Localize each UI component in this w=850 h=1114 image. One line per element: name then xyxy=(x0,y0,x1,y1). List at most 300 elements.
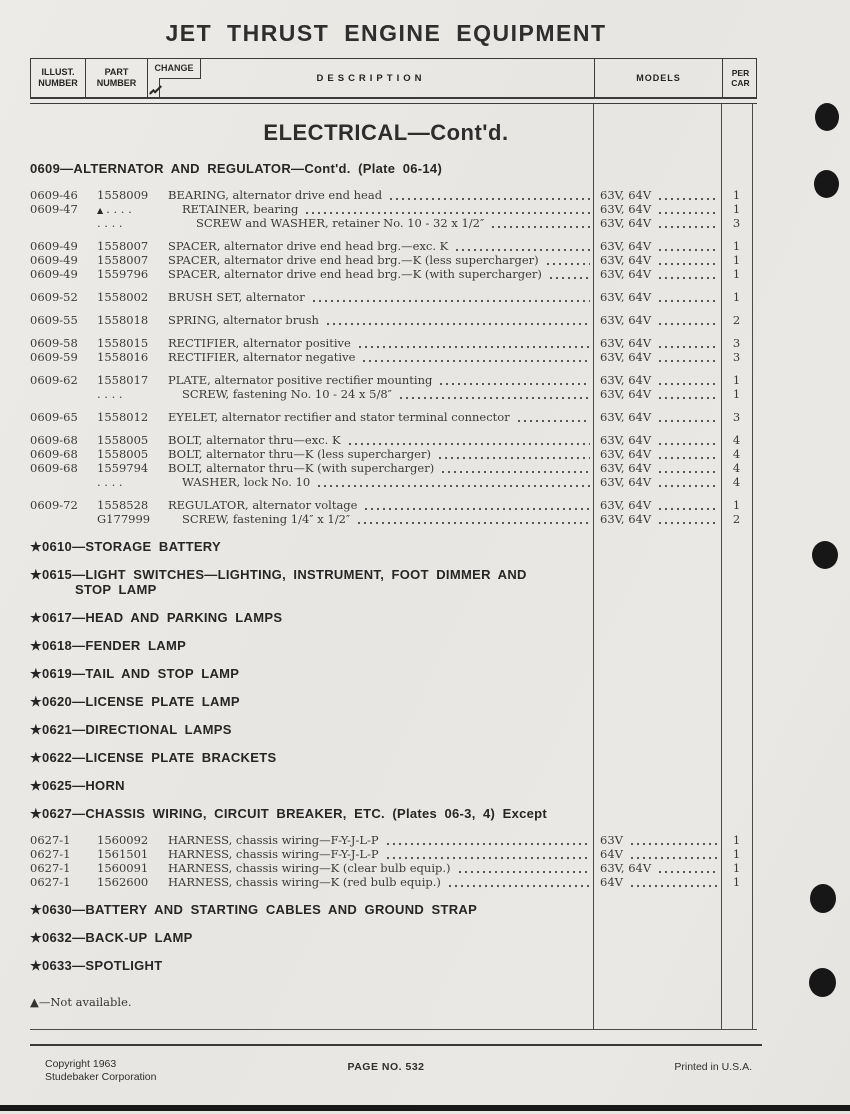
dot-leader xyxy=(361,350,590,364)
models-text: 63V, 64V xyxy=(600,861,652,875)
part-number-cell xyxy=(95,861,168,875)
dot-leader xyxy=(657,267,718,281)
part-number-cell xyxy=(95,447,168,461)
illust-number-cell: 0609-68 xyxy=(30,447,78,461)
per-car-cell: 4 xyxy=(732,433,741,447)
models-cell xyxy=(593,216,721,230)
part-number-cell xyxy=(95,498,168,512)
description-text: REGULATOR, alternator voltage xyxy=(168,498,358,512)
catalog-section xyxy=(0,958,850,973)
catalog-section xyxy=(0,161,850,526)
description-cell xyxy=(168,875,593,889)
description-text: HARNESS, chassis wiring—K (red bulb equip.) xyxy=(168,875,441,889)
models-cell xyxy=(593,447,721,461)
models-text: 63V, 64V xyxy=(600,290,652,304)
description-cell xyxy=(168,253,593,267)
part-number-cell xyxy=(95,373,168,387)
per-car-label-line1: PER xyxy=(731,68,750,78)
part-number-cell xyxy=(95,216,168,230)
per-car-cell: 1 xyxy=(732,290,741,304)
page-title: JET THRUST ENGINE EQUIPMENT xyxy=(165,20,607,46)
description-text: HARNESS, chassis wiring—F-Y-J-L-P xyxy=(168,847,379,861)
part-number-text: . . . . xyxy=(97,387,123,401)
per-car-cell: 4 xyxy=(732,447,741,461)
part-row xyxy=(30,461,752,475)
description-cell xyxy=(168,202,593,216)
section-heading: ★0625—HORN xyxy=(30,778,125,793)
part-row xyxy=(30,498,752,512)
section-heading: ★0619—TAIL AND STOP LAMP xyxy=(30,666,240,681)
part-row xyxy=(30,350,752,364)
column-header-models xyxy=(594,59,722,97)
part-row xyxy=(30,875,752,889)
part-number-cell xyxy=(95,875,168,889)
dot-leader xyxy=(388,188,590,202)
dot-leader xyxy=(657,461,718,475)
dot-leader xyxy=(437,447,590,461)
part-number-cell xyxy=(95,253,168,267)
column-header-part-number xyxy=(86,59,148,97)
part-number-cell xyxy=(95,336,168,350)
part-row xyxy=(30,239,752,253)
part-number-text: 1558009 xyxy=(97,188,149,202)
description-text: BEARING, alternator drive end head xyxy=(168,188,383,202)
part-row xyxy=(30,216,752,230)
dot-leader xyxy=(657,475,718,489)
row-group xyxy=(0,239,850,281)
models-text: 63V, 64V xyxy=(600,433,652,447)
part-number-cell xyxy=(95,475,168,489)
models-text: 63V, 64V xyxy=(600,336,652,350)
table-bottom-rule xyxy=(30,1029,757,1030)
models-text: 63V, 64V xyxy=(600,239,652,253)
models-text: 63V xyxy=(600,833,623,847)
illust-number-cell: 0627-1 xyxy=(30,875,71,889)
part-row xyxy=(30,512,752,526)
change-mark-icon xyxy=(149,83,163,96)
part-number-text: 1558007 xyxy=(97,239,149,253)
illust-label-line1: ILLUST. xyxy=(41,67,75,77)
models-cell xyxy=(593,239,721,253)
description-cell xyxy=(168,847,593,861)
parts-table-body xyxy=(0,104,850,1030)
models-text: 63V, 64V xyxy=(600,267,652,281)
models-cell xyxy=(593,833,721,847)
part-number-text: 1558015 xyxy=(97,336,149,350)
part-number-cell xyxy=(95,350,168,364)
per-car-cell: 3 xyxy=(732,216,741,230)
description-cell xyxy=(168,475,593,489)
models-cell xyxy=(593,253,721,267)
description-cell xyxy=(168,267,593,281)
dot-leader xyxy=(657,433,718,447)
column-header-per-car xyxy=(722,59,758,97)
per-car-cell: 2 xyxy=(732,512,741,526)
description-text: BRUSH SET, alternator xyxy=(168,290,305,304)
catalog-section xyxy=(0,567,850,597)
description-cell xyxy=(168,410,593,424)
models-cell xyxy=(593,290,721,304)
footer-divider-rule xyxy=(30,1044,762,1046)
catalog-section xyxy=(0,610,850,625)
part-row xyxy=(30,433,752,447)
part-number-cell xyxy=(95,290,168,304)
models-text: 63V, 64V xyxy=(600,512,652,526)
models-cell xyxy=(593,373,721,387)
dot-leader xyxy=(657,188,718,202)
models-cell xyxy=(593,461,721,475)
models-text: 64V xyxy=(600,847,623,861)
description-cell xyxy=(168,461,593,475)
section-heading: ★0621—DIRECTIONAL LAMPS xyxy=(30,722,232,737)
part-number-text: . . . . xyxy=(106,202,132,216)
models-text: 63V, 64V xyxy=(600,216,652,230)
section-heading-line2: STOP LAMP xyxy=(75,582,157,597)
section-heading: ★0618—FENDER LAMP xyxy=(30,638,187,653)
description-cell xyxy=(168,833,593,847)
per-car-cell: 1 xyxy=(732,847,741,861)
dot-leader xyxy=(657,512,718,526)
models-text: 63V, 64V xyxy=(600,498,652,512)
dot-leader xyxy=(657,290,718,304)
dot-leader xyxy=(385,833,590,847)
models-text: 63V, 64V xyxy=(600,350,652,364)
part-number-cell xyxy=(95,461,168,475)
part-number-text: 1558018 xyxy=(97,313,149,327)
dot-leader xyxy=(629,847,718,861)
part-row xyxy=(30,373,752,387)
row-group xyxy=(0,290,850,304)
punch-hole xyxy=(814,170,839,198)
catalog-section xyxy=(0,539,850,554)
dot-leader xyxy=(629,833,718,847)
description-cell xyxy=(168,313,593,327)
column-header-change: CHANGE xyxy=(148,59,201,78)
dot-leader xyxy=(657,498,718,512)
column-header-illust-number xyxy=(31,59,86,97)
description-text: BOLT, alternator thru—K (less supercharger) xyxy=(168,447,431,461)
part-row xyxy=(30,475,752,489)
illust-number-cell: 0609-59 xyxy=(30,350,78,364)
section-heading: ★0610—STORAGE BATTERY xyxy=(30,539,221,554)
illust-number-cell: 0627-1 xyxy=(30,833,71,847)
part-label-line1: PART xyxy=(104,67,129,77)
description-label: DESCRIPTION xyxy=(316,72,426,84)
copyright-line2: Studebaker Corporation xyxy=(45,1071,157,1083)
description-cell xyxy=(168,498,593,512)
part-number-text: 1558017 xyxy=(97,373,149,387)
dot-leader xyxy=(363,498,590,512)
punch-hole xyxy=(809,968,836,997)
description-text: SPACER, alternator drive end head brg.—exc. K xyxy=(168,239,449,253)
dot-leader xyxy=(357,336,590,350)
dot-leader xyxy=(454,239,590,253)
illust-number-cell: 0609-62 xyxy=(30,373,78,387)
dot-leader xyxy=(304,202,590,216)
dot-leader xyxy=(490,216,590,230)
description-cell xyxy=(168,239,593,253)
description-text: RECTIFIER, alternator negative xyxy=(168,350,356,364)
models-cell xyxy=(593,313,721,327)
punch-hole xyxy=(810,884,836,913)
dot-leader xyxy=(657,336,718,350)
section-rows xyxy=(0,833,850,889)
catalog-section xyxy=(0,666,850,681)
part-number-cell xyxy=(95,267,168,281)
models-text: 63V, 64V xyxy=(600,188,652,202)
dot-leader xyxy=(447,875,590,889)
illust-number-cell: 0609-47 xyxy=(30,202,78,216)
dot-leader xyxy=(657,447,718,461)
row-group xyxy=(0,373,850,401)
punch-hole xyxy=(815,103,839,131)
illust-number-cell xyxy=(30,475,95,489)
dot-leader xyxy=(398,387,590,401)
illust-number-cell: 0609-49 xyxy=(30,267,78,281)
part-number-text: 1559794 xyxy=(97,461,149,475)
illust-number-cell xyxy=(30,387,95,401)
row-group xyxy=(0,410,850,424)
part-number-text: 1558528 xyxy=(97,498,149,512)
part-number-text: 1558012 xyxy=(97,410,149,424)
per-car-cell: 3 xyxy=(732,410,741,424)
part-number-text: G177999 xyxy=(97,512,151,526)
illust-number-cell: 0609-46 xyxy=(30,188,78,202)
part-row xyxy=(30,410,752,424)
illust-number-cell xyxy=(30,512,95,526)
per-car-cell: 4 xyxy=(732,461,741,475)
section-heading: ★0620—LICENSE PLATE LAMP xyxy=(30,694,240,709)
part-number-cell xyxy=(95,387,168,401)
description-cell xyxy=(168,512,593,526)
description-cell xyxy=(168,387,593,401)
description-text: SCREW and WASHER, retainer No. 10 - 32 x 1/2″ xyxy=(196,216,485,230)
per-car-cell: 1 xyxy=(732,253,741,267)
models-cell xyxy=(593,188,721,202)
section-heading: ★0617—HEAD AND PARKING LAMPS xyxy=(30,610,283,625)
models-cell xyxy=(593,475,721,489)
not-available-footnote: ▲—Not available. xyxy=(30,995,132,1009)
dot-leader xyxy=(347,433,590,447)
description-cell xyxy=(168,336,593,350)
part-number-text: 1560092 xyxy=(97,833,149,847)
per-car-cell: 1 xyxy=(732,861,741,875)
per-car-column-rule xyxy=(721,104,722,1030)
models-column-rule xyxy=(593,104,594,1030)
per-car-label-line2: CAR xyxy=(731,78,750,88)
models-cell xyxy=(593,202,721,216)
description-text: EYELET, alternator rectifier and stator terminal connector xyxy=(168,410,510,424)
section-heading: 0609—ALTERNATOR AND REGULATOR—Cont'd. (Plate 06-14) xyxy=(30,161,443,176)
description-text: WASHER, lock No. 10 xyxy=(182,475,311,489)
per-car-cell: 3 xyxy=(732,350,741,364)
illust-number-cell: 0609-49 xyxy=(30,253,78,267)
description-text: SPRING, alternator brush xyxy=(168,313,319,327)
per-car-cell: 1 xyxy=(732,188,741,202)
illust-number-cell: 0609-72 xyxy=(30,498,78,512)
description-text: RETAINER, bearing xyxy=(182,202,299,216)
models-cell xyxy=(593,267,721,281)
per-car-cell: 4 xyxy=(732,475,741,489)
part-number-cell xyxy=(95,188,168,202)
models-cell xyxy=(593,336,721,350)
part-number-text: 1558005 xyxy=(97,433,149,447)
part-row xyxy=(30,253,752,267)
category-title: ELECTRICAL—Cont'd. xyxy=(263,120,509,145)
page-number: PAGE NO. 532 xyxy=(347,1061,425,1073)
models-cell xyxy=(593,350,721,364)
description-cell xyxy=(168,216,593,230)
models-cell xyxy=(593,387,721,401)
part-row xyxy=(30,202,752,216)
part-label-line2: NUMBER xyxy=(96,78,137,88)
per-car-cell: 1 xyxy=(732,875,741,889)
part-number-text: 1561501 xyxy=(97,847,149,861)
models-cell xyxy=(593,433,721,447)
models-cell xyxy=(593,512,721,526)
models-text: 64V xyxy=(600,875,623,889)
part-row xyxy=(30,833,752,847)
models-text: 63V, 64V xyxy=(600,202,652,216)
table-header xyxy=(30,58,757,99)
dot-leader xyxy=(316,475,590,489)
per-car-cell: 1 xyxy=(732,833,741,847)
dot-leader xyxy=(548,267,590,281)
illust-label-line2: NUMBER xyxy=(38,78,78,88)
description-cell xyxy=(168,433,593,447)
description-text: PLATE, alternator positive rectifier mounting xyxy=(168,373,433,387)
models-label: MODELS xyxy=(636,72,681,83)
description-cell xyxy=(168,447,593,461)
models-text: 63V, 64V xyxy=(600,461,652,475)
models-text: 63V, 64V xyxy=(600,410,652,424)
models-text: 63V, 64V xyxy=(600,475,652,489)
copyright-line1: Copyright 1963 xyxy=(45,1058,117,1070)
row-group xyxy=(0,833,850,889)
illust-number-cell: 0609-49 xyxy=(30,239,78,253)
part-row xyxy=(30,336,752,350)
illust-number-cell: 0609-52 xyxy=(30,290,78,304)
catalog-section xyxy=(0,902,850,917)
dot-leader xyxy=(657,861,718,875)
row-group xyxy=(0,433,850,489)
not-available-triangle-icon: ▲ xyxy=(97,206,104,215)
dot-leader xyxy=(657,350,718,364)
description-cell xyxy=(168,350,593,364)
illust-number-cell xyxy=(30,216,95,230)
description-cell xyxy=(168,290,593,304)
illust-number-cell: 0609-55 xyxy=(30,313,78,327)
per-car-cell: 1 xyxy=(732,373,741,387)
per-car-cell: 1 xyxy=(732,498,741,512)
part-number-cell xyxy=(95,410,168,424)
dot-leader xyxy=(629,875,718,889)
description-cell xyxy=(168,861,593,875)
part-number-cell xyxy=(95,833,168,847)
dot-leader xyxy=(457,861,591,875)
change-cell-step-line xyxy=(159,78,201,79)
models-text: 63V, 64V xyxy=(600,253,652,267)
dot-leader xyxy=(440,461,590,475)
row-group xyxy=(0,313,850,327)
part-number-text: . . . . xyxy=(97,475,123,489)
section-rows xyxy=(0,188,850,526)
part-number-cell xyxy=(95,202,168,216)
catalog-section xyxy=(0,750,850,765)
part-number-text: 1559796 xyxy=(97,267,149,281)
part-number-text: 1558016 xyxy=(97,350,149,364)
part-row xyxy=(30,387,752,401)
row-group xyxy=(0,188,850,230)
dot-leader xyxy=(657,202,718,216)
dot-leader xyxy=(657,410,718,424)
description-cell xyxy=(168,188,593,202)
table-sections xyxy=(0,161,850,973)
part-number-text: 1562600 xyxy=(97,875,149,889)
dot-leader xyxy=(657,373,718,387)
per-car-cell: 3 xyxy=(732,336,741,350)
part-row xyxy=(30,188,752,202)
description-text: SPACER, alternator drive end head brg.—K (with supercharger) xyxy=(168,267,542,281)
part-row xyxy=(30,313,752,327)
scan-edge-strip xyxy=(0,1105,850,1111)
section-heading: ★0630—BATTERY AND STARTING CABLES AND GROUND STRAP xyxy=(30,902,478,917)
models-cell xyxy=(593,410,721,424)
description-text: SCREW, fastening No. 10 - 24 x 5/8″ xyxy=(182,387,392,401)
per-car-cell: 1 xyxy=(732,239,741,253)
description-text: BOLT, alternator thru—K (with supercharger) xyxy=(168,461,435,475)
part-row xyxy=(30,861,752,875)
part-number-text: . . . . xyxy=(97,216,123,230)
illust-number-cell: 0627-1 xyxy=(30,861,71,875)
per-car-cell: 1 xyxy=(732,267,741,281)
dot-leader xyxy=(657,313,718,327)
dot-leader xyxy=(657,387,718,401)
printed-in-usa: Printed in U.S.A. xyxy=(674,1061,752,1073)
section-heading: ★0622—LICENSE PLATE BRACKETS xyxy=(30,750,277,765)
dot-leader xyxy=(438,373,590,387)
description-text: BOLT, alternator thru—exc. K xyxy=(168,433,341,447)
part-number-text: 1558007 xyxy=(97,253,149,267)
part-number-cell xyxy=(95,847,168,861)
part-number-text: 1558005 xyxy=(97,447,149,461)
catalog-section xyxy=(0,722,850,737)
catalog-section xyxy=(0,806,850,889)
description-text: SPACER, alternator drive end head brg.—K (less supercharger) xyxy=(168,253,539,267)
part-number-cell xyxy=(95,512,168,526)
dot-leader xyxy=(325,313,590,327)
punch-hole xyxy=(812,541,838,569)
catalog-section xyxy=(0,930,850,945)
catalog-section xyxy=(0,638,850,653)
per-car-cell: 1 xyxy=(732,202,741,216)
description-cell xyxy=(168,373,593,387)
part-row xyxy=(30,290,752,304)
models-text: 63V, 64V xyxy=(600,387,652,401)
description-text: HARNESS, chassis wiring—K (clear bulb equip.) xyxy=(168,861,451,875)
part-number-cell xyxy=(95,433,168,447)
illust-number-cell: 0609-65 xyxy=(30,410,78,424)
table-right-rule xyxy=(752,104,753,1030)
part-number-text: 1560091 xyxy=(97,861,149,875)
dot-leader xyxy=(657,216,718,230)
part-number-text: 1558002 xyxy=(97,290,149,304)
description-text: RECTIFIER, alternator positive xyxy=(168,336,351,350)
models-text: 63V, 64V xyxy=(600,313,652,327)
part-number-cell xyxy=(95,239,168,253)
models-cell xyxy=(593,847,721,861)
section-heading: ★0627—CHASSIS WIRING, CIRCUIT BREAKER, ETC. (Plates 06-3, 4) Except xyxy=(30,806,548,821)
